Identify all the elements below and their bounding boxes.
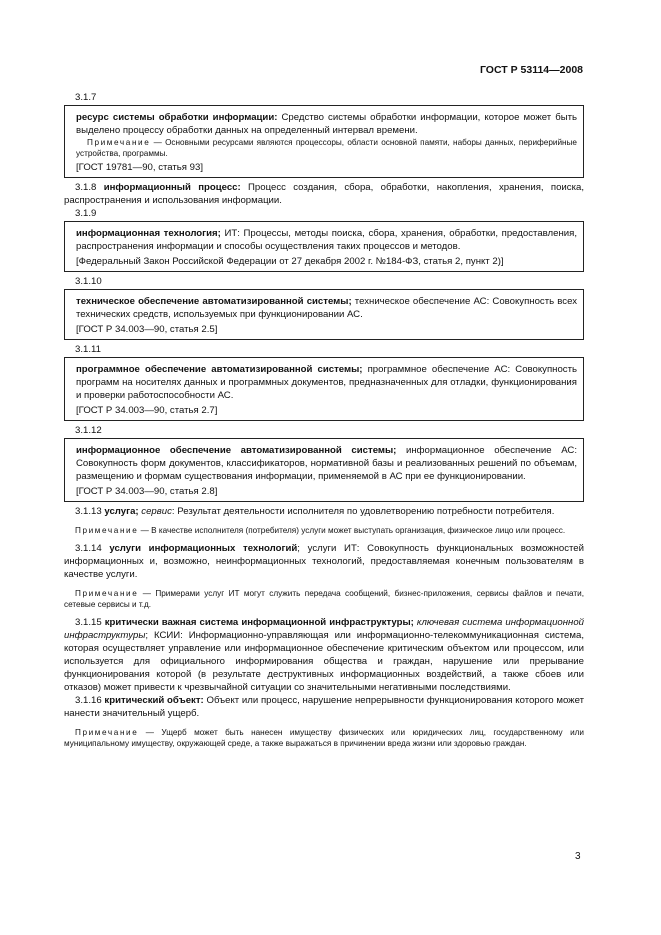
definition-paragraph xyxy=(76,111,577,137)
definition-paragraph xyxy=(76,295,577,321)
definition-box-3-1-12 xyxy=(64,438,584,502)
definition-text: информационное обеспечение АС: Совокупность форм документов, классификаторов, нормативной базы и реализованных решений по объемам, размещению и формам существования информации, применяемой в АС при ее функционировании. xyxy=(76,445,577,482)
section-number: 3.1.16 xyxy=(75,695,105,706)
definition-text: Процесс создания, сбора, обработки, накопления, хранения, поиска, распространения и использования информации. xyxy=(64,182,584,206)
source-reference: [ГОСТ Р 34.003—90, статья 2.8] xyxy=(76,486,218,497)
source-reference: [ГОСТ Р 34.003—90, статья 2.7] xyxy=(76,405,218,416)
definition-paragraph-3-1-16 xyxy=(64,694,584,720)
note xyxy=(64,727,584,749)
note xyxy=(64,588,584,610)
note-text: — Ущерб может быть нанесен имуществу физических или юридических лиц, государственному или муниципальному имуществу, окружающей среде, а также выражаться в причинении вреда жизни или здоровью граждан. xyxy=(64,728,584,748)
definition-box-3-1-11 xyxy=(64,357,584,421)
note-label: Примечание xyxy=(75,526,139,535)
definition-text: ; услуги ИТ: Совокупность функциональных возможностей информационных и, возможно, неинформационных технологий, предоставляемая конечным пользователям в качестве услуги. xyxy=(64,543,584,580)
definition-paragraph xyxy=(76,444,577,483)
definition-paragraph-3-1-15 xyxy=(64,616,584,694)
definition-text: Средство системы обработки информации, которое может быть выделено процессу обработки данных на определенный интервал времени. xyxy=(76,112,578,136)
note-text: — Основными ресурсами являются процессоры, области основной памяти, наборы данных, периферийные устройства, программы. xyxy=(76,138,577,158)
definition-text: ИТ: Процессы, методы поиска, сбора, хранения, обработки, предоставления, распространения информации и способы осуществления таких процессов и методов. xyxy=(76,228,577,252)
section-number: 3.1.8 xyxy=(75,182,97,193)
alt-term: ключевая система информационной инфраструктуры xyxy=(64,617,584,641)
definition-text: ; КСИИ: Информационно-управляющая или информационно-телекоммуникационная система, которая осуществляет управление или информационное обеспечение критическим объектом или процессом, или используется для официального информирования общества и граждан, нарушение или прерывание функционирования которой (в результате деструктивных информационных воздействий, а также сбоев или отказов) может привести к чрезвычайной ситуации со значительными негативными последствиями. xyxy=(64,630,584,693)
section-number: 3.1.10 xyxy=(75,276,102,287)
note xyxy=(76,137,577,159)
content xyxy=(64,91,584,755)
definition-paragraph-3-1-14 xyxy=(64,542,584,581)
note-label: Примечание xyxy=(75,589,139,598)
term: информационное обеспечение автоматизированной системы; xyxy=(76,445,397,456)
term: услуги информационных технологий xyxy=(109,543,298,554)
document-code: ГОСТ Р 53114—2008 xyxy=(479,64,583,76)
definition-paragraph xyxy=(76,363,577,402)
term: программное обеспечение автоматизированной системы; xyxy=(76,364,363,375)
source-reference: [ГОСТ 19781—90, статья 93] xyxy=(76,162,203,173)
definition-text: : Результат деятельности исполнителя по удовлетворению потребности потребителя. xyxy=(171,506,555,517)
term: информационный процесс: xyxy=(103,182,241,193)
note-text: — В качестве исполнителя (потребителя) услуги может выступать организация, физическое лицо или процесс. xyxy=(138,526,566,535)
term: критически важная система информационной инфраструктуры; xyxy=(104,617,414,628)
definition-box-3-1-10 xyxy=(64,289,584,340)
alt-term: сервис xyxy=(138,506,172,517)
page-number: 3 xyxy=(575,851,581,862)
note-text: — Примерами услуг ИТ могут служить передача сообщений, бизнес-приложения, сервисы файлов и печати, сетевые сервисы и т.д. xyxy=(64,589,584,609)
term: услуга; xyxy=(104,506,139,517)
definition-text: программное обеспечение АС: Совокупность программ на носителях данных и программных документов, предназначенных для отладки, функционирования и проверки работоспособности АС. xyxy=(76,364,577,401)
definition-text: Объект или процесс, нарушение непрерывности функционирования которого может нанести значительный ущерб. xyxy=(64,695,585,719)
term: ресурс системы обработки информации: xyxy=(76,112,278,123)
definition-box-3-1-9 xyxy=(64,221,584,272)
definition-text: техническое обеспечение АС: Совокупность всех технических средств, используемых при функционировании АС. xyxy=(76,296,577,320)
source-reference: [Федеральный Закон Российской Федерации от 27 декабря 2002 г. №184-ФЗ, статья 2, пункт 2)] xyxy=(76,256,504,267)
term: критический объект: xyxy=(104,695,204,706)
section-number: 3.1.7 xyxy=(75,92,97,103)
term: информационная технология; xyxy=(76,228,221,239)
section-number: 3.1.14 xyxy=(75,543,110,554)
section-number: 3.1.13 xyxy=(75,506,105,517)
note-label: Примечание xyxy=(75,728,139,737)
definition-paragraph xyxy=(76,227,577,253)
definition-paragraph-3-1-13 xyxy=(64,505,584,518)
note xyxy=(64,525,584,536)
definition-paragraph-3-1-8 xyxy=(64,181,584,207)
section-number: 3.1.15 xyxy=(75,617,105,628)
definition-box-3-1-7 xyxy=(64,105,584,178)
section-number: 3.1.12 xyxy=(75,425,102,436)
section-number: 3.1.11 xyxy=(75,344,101,355)
source-reference: [ГОСТ Р 34.003—90, статья 2.5] xyxy=(76,324,218,335)
term: техническое обеспечение автоматизированной системы; xyxy=(76,296,352,307)
section-number: 3.1.9 xyxy=(75,208,97,219)
note-label: Примечание xyxy=(87,138,151,147)
